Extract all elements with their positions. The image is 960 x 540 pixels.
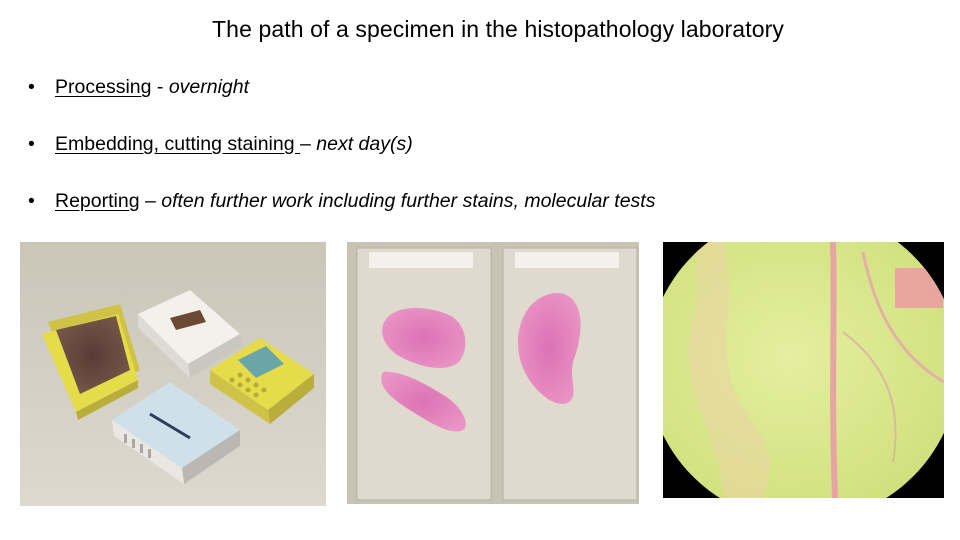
bullet-marker: • [28,76,35,98]
slide-title: The path of a specimen in the histopathology laboratory [212,16,784,42]
bullet-separator: – [139,190,162,212]
bullet-term: Processing [55,76,152,98]
bullet-marker: • [28,190,35,212]
tissue-cassettes-photo [20,242,326,506]
bullet-term: Embedding, cutting staining [55,133,300,155]
bullet-note: next day(s) [316,133,413,155]
bullet-processing [28,76,249,99]
bullet-term: Reporting [55,190,140,212]
bullet-embedding [28,133,413,156]
glass-slide-left [357,248,491,500]
bullet-separator: - [151,76,169,98]
glass-slide-right [503,248,637,500]
bullet-reporting [28,190,655,213]
bullet-note: overnight [168,76,250,98]
microscope-field-photo [663,242,944,498]
bullet-note: often further work including further stains, molecular tests [161,190,656,212]
bullet-separator: – [300,133,317,155]
stained-glass-slides-photo [347,242,639,504]
bullet-marker: • [28,133,35,155]
